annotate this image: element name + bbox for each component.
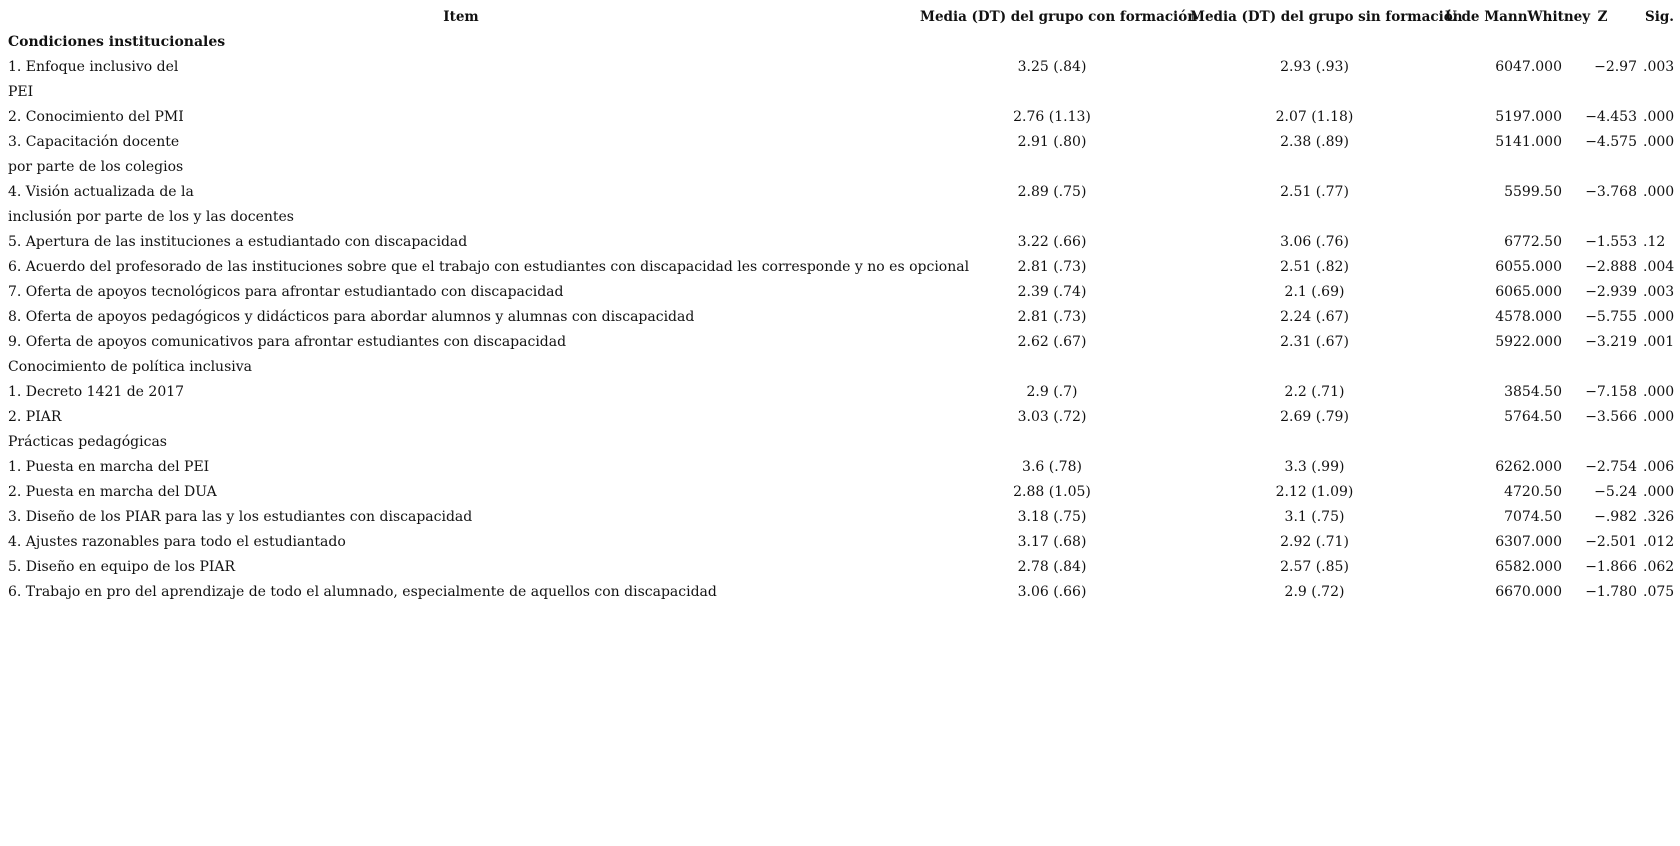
header-mean-without-training: Media (DT) del grupo sin formación xyxy=(1190,9,1463,25)
cell-mann-whitney-u: 6065.000 xyxy=(1495,284,1562,300)
cell-mann-whitney-u: 5764.50 xyxy=(1504,409,1562,425)
cell-mean-with-training xyxy=(917,205,1187,230)
cell-mann-whitney-u: 5141.000 xyxy=(1495,134,1562,150)
header-row xyxy=(5,5,1679,30)
cell-mean-without-training: 2.57 (.85) xyxy=(1280,559,1349,575)
cell-sig: .000 xyxy=(1643,184,1675,200)
cell-mean-with-training xyxy=(917,155,1187,180)
cell-item: 2. PIAR xyxy=(8,409,62,425)
cell-z: −4.575 xyxy=(1585,134,1637,150)
cell-mean-without-training: 2.69 (.79) xyxy=(1280,409,1349,425)
cell-sig xyxy=(1640,155,1679,180)
cell-mean-without-training: 2.12 (1.09) xyxy=(1275,484,1354,500)
cell-item: 4. Visión actualizada de la xyxy=(8,184,194,200)
table-row xyxy=(5,380,1679,405)
cell-item: Conocimiento de política inclusiva xyxy=(8,359,252,375)
cell-mean-with-training: 2.9 (.7) xyxy=(1026,384,1078,400)
cell-mann-whitney-u: 4578.000 xyxy=(1495,309,1562,325)
cell-mean-with-training: 2.78 (.84) xyxy=(1017,559,1087,575)
cell-mann-whitney-u: 6055.000 xyxy=(1495,259,1562,275)
cell-item: 3. Diseño de los PIAR para las y los estudiantes con discapacidad xyxy=(8,509,473,525)
header-z: Z xyxy=(1597,9,1608,25)
cell-mean-with-training: 2.88 (1.05) xyxy=(1013,484,1091,500)
header-sig: Sig. xyxy=(1644,9,1675,25)
cell-sig: .003 xyxy=(1643,284,1675,300)
cell-mann-whitney-u: 6582.000 xyxy=(1495,559,1562,575)
cell-z: −3.768 xyxy=(1585,184,1637,200)
cell-mean-with-training xyxy=(917,355,1187,380)
table-body xyxy=(5,30,1679,605)
cell-item: por parte de los colegios xyxy=(8,159,184,175)
cell-z: −3.566 xyxy=(1585,409,1637,425)
cell-mann-whitney-u: 3854.50 xyxy=(1504,384,1562,400)
cell-mean-without-training xyxy=(1187,155,1442,180)
cell-item: 1. Decreto 1421 de 2017 xyxy=(8,384,185,400)
cell-sig xyxy=(1640,30,1679,55)
cell-sig xyxy=(1640,80,1679,105)
cell-mean-without-training: 2.51 (.82) xyxy=(1280,259,1349,275)
cell-z: −2.97 xyxy=(1594,59,1637,75)
cell-mann-whitney-u: 6047.000 xyxy=(1495,59,1562,75)
cell-item: 1. Enfoque inclusivo del xyxy=(8,59,179,75)
cell-item: Condiciones institucionales xyxy=(8,34,226,50)
cell-item: 6. Acuerdo del profesorado de las instituciones sobre que el trabajo con estudiantes con discapacidad les corresponde y no es opcional xyxy=(8,259,970,275)
cell-sig xyxy=(1640,355,1679,380)
cell-mean-with-training: 3.06 (.66) xyxy=(1017,584,1087,600)
cell-item: 6. Trabajo en pro del aprendizaje de todo el alumnado, especialmente de aquellos con discapacidad xyxy=(8,584,717,600)
cell-item: Prácticas pedagógicas xyxy=(8,434,167,450)
cell-mann-whitney-u: 6772.50 xyxy=(1504,234,1562,250)
cell-mean-without-training: 3.06 (.76) xyxy=(1280,234,1349,250)
cell-mean-with-training: 2.76 (1.13) xyxy=(1013,109,1091,125)
cell-z xyxy=(1565,80,1640,105)
table-row xyxy=(5,255,1679,280)
cell-mean-with-training: 3.03 (.72) xyxy=(1017,409,1087,425)
cell-z: −7.158 xyxy=(1585,384,1637,400)
cell-mann-whitney-u xyxy=(1442,430,1565,455)
cell-item: inclusión por parte de los y las docentes xyxy=(8,209,294,225)
cell-mean-without-training: 2.2 (.71) xyxy=(1284,384,1345,400)
table-row xyxy=(5,330,1679,355)
cell-item: 1. Puesta en marcha del PEI xyxy=(8,459,210,475)
cell-sig: .075 xyxy=(1643,584,1675,600)
cell-mean-without-training: 2.1 (.69) xyxy=(1284,284,1345,300)
table-row xyxy=(5,305,1679,330)
cell-mean-with-training: 2.91 (.80) xyxy=(1017,134,1087,150)
cell-mann-whitney-u: 5922.000 xyxy=(1495,334,1562,350)
cell-mann-whitney-u: 4720.50 xyxy=(1504,484,1562,500)
cell-z: −2.754 xyxy=(1585,459,1637,475)
cell-mann-whitney-u: 5599.50 xyxy=(1504,184,1562,200)
cell-z: −5.24 xyxy=(1594,484,1637,500)
cell-mean-with-training: 3.18 (.75) xyxy=(1017,509,1087,525)
cell-z: −3.219 xyxy=(1585,334,1637,350)
cell-z: −1.553 xyxy=(1585,234,1637,250)
continuation-row xyxy=(5,205,1679,230)
cell-z: −2.939 xyxy=(1585,284,1637,300)
cell-z: −1.866 xyxy=(1585,559,1637,575)
continuation-row xyxy=(5,80,1679,105)
cell-mean-without-training: 2.9 (.72) xyxy=(1284,584,1345,600)
cell-item: 3. Capacitación docente xyxy=(8,134,180,150)
cell-z: −5.755 xyxy=(1585,309,1637,325)
header-mean-with-training: Media (DT) del grupo con formación xyxy=(920,9,1198,25)
cell-mean-without-training: 3.3 (.99) xyxy=(1284,459,1345,475)
cell-item: 5. Diseño en equipo de los PIAR xyxy=(8,559,236,575)
cell-z: −.982 xyxy=(1594,509,1637,525)
cell-sig: .326 xyxy=(1643,509,1675,525)
cell-mean-with-training xyxy=(917,80,1187,105)
section-row xyxy=(5,30,1679,55)
cell-mean-with-training: 3.25 (.84) xyxy=(1017,59,1087,75)
cell-sig xyxy=(1640,205,1679,230)
cell-mean-without-training: 3.1 (.75) xyxy=(1284,509,1345,525)
cell-mean-without-training xyxy=(1187,205,1442,230)
cell-z xyxy=(1565,430,1640,455)
section-row xyxy=(5,355,1679,380)
cell-mann-whitney-u xyxy=(1442,155,1565,180)
cell-mean-without-training xyxy=(1187,80,1442,105)
header-mann-whitney-u: U de MannWhitney xyxy=(1445,9,1591,25)
table-row xyxy=(5,555,1679,580)
table-row xyxy=(5,580,1679,605)
continuation-row xyxy=(5,155,1679,180)
cell-z xyxy=(1565,355,1640,380)
cell-item: 2. Puesta en marcha del DUA xyxy=(8,484,217,500)
cell-mean-with-training xyxy=(917,430,1187,455)
table-row xyxy=(5,230,1679,255)
cell-mean-with-training: 3.22 (.66) xyxy=(1017,234,1087,250)
cell-sig: .003 xyxy=(1643,59,1675,75)
table-row xyxy=(5,55,1679,80)
table-row xyxy=(5,130,1679,155)
cell-item: PEI xyxy=(8,84,34,100)
cell-mean-without-training xyxy=(1187,30,1442,55)
table-row xyxy=(5,105,1679,130)
cell-mann-whitney-u: 6307.000 xyxy=(1495,534,1562,550)
cell-mean-without-training: 2.38 (.89) xyxy=(1280,134,1349,150)
cell-sig: .012 xyxy=(1643,534,1675,550)
cell-mann-whitney-u: 6262.000 xyxy=(1495,459,1562,475)
cell-sig: .000 xyxy=(1643,309,1675,325)
cell-mann-whitney-u xyxy=(1442,30,1565,55)
section-row xyxy=(5,430,1679,455)
cell-sig: .12 xyxy=(1643,234,1666,250)
cell-mean-without-training: 2.07 (1.18) xyxy=(1275,109,1354,125)
cell-sig: .000 xyxy=(1643,134,1675,150)
cell-mean-without-training: 2.93 (.93) xyxy=(1280,59,1349,75)
table-row xyxy=(5,480,1679,505)
cell-z: −1.780 xyxy=(1585,584,1637,600)
table-row xyxy=(5,280,1679,305)
cell-z: −2.501 xyxy=(1585,534,1637,550)
cell-mann-whitney-u: 5197.000 xyxy=(1495,109,1562,125)
cell-mean-with-training: 2.81 (.73) xyxy=(1017,259,1087,275)
cell-sig: .004 xyxy=(1643,259,1675,275)
cell-mean-without-training: 2.24 (.67) xyxy=(1280,309,1349,325)
cell-mean-with-training: 2.39 (.74) xyxy=(1017,284,1087,300)
cell-mean-with-training xyxy=(917,30,1187,55)
cell-sig: .001 xyxy=(1643,334,1675,350)
cell-sig: .000 xyxy=(1643,109,1675,125)
cell-mann-whitney-u: 6670.000 xyxy=(1495,584,1562,600)
cell-mean-without-training: 2.92 (.71) xyxy=(1280,534,1349,550)
cell-mean-with-training: 2.89 (.75) xyxy=(1017,184,1087,200)
cell-sig: .006 xyxy=(1643,459,1675,475)
cell-item: 7. Oferta de apoyos tecnológicos para afrontar estudiantado con discapacidad xyxy=(8,284,564,300)
cell-z xyxy=(1565,205,1640,230)
cell-z: −4.453 xyxy=(1585,109,1637,125)
results-table xyxy=(5,5,1679,605)
cell-item: 4. Ajustes razonables para todo el estudiantado xyxy=(8,534,346,550)
cell-z xyxy=(1565,30,1640,55)
cell-mean-with-training: 3.6 (.78) xyxy=(1022,459,1082,475)
cell-mean-without-training: 2.31 (.67) xyxy=(1280,334,1349,350)
table-row xyxy=(5,180,1679,205)
cell-mean-without-training xyxy=(1187,430,1442,455)
cell-item: 5. Apertura de las instituciones a estudiantado con discapacidad xyxy=(8,234,468,250)
cell-sig: .000 xyxy=(1643,384,1675,400)
table-row xyxy=(5,455,1679,480)
cell-mann-whitney-u xyxy=(1442,205,1565,230)
table-row xyxy=(5,530,1679,555)
cell-sig: .000 xyxy=(1643,484,1675,500)
cell-mean-without-training: 2.51 (.77) xyxy=(1280,184,1349,200)
cell-z xyxy=(1565,155,1640,180)
header-item: Item xyxy=(443,9,479,25)
cell-item: 8. Oferta de apoyos pedagógicos y didácticos para abordar alumnos y alumnas con discapacidad xyxy=(8,309,695,325)
cell-item: 9. Oferta de apoyos comunicativos para afrontar estudiantes con discapacidad xyxy=(8,334,567,350)
cell-mann-whitney-u xyxy=(1442,80,1565,105)
cell-mean-with-training: 3.17 (.68) xyxy=(1017,534,1087,550)
cell-mean-with-training: 2.81 (.73) xyxy=(1017,309,1087,325)
cell-z: −2.888 xyxy=(1585,259,1637,275)
cell-mann-whitney-u xyxy=(1442,355,1565,380)
cell-sig xyxy=(1640,430,1679,455)
table-row xyxy=(5,505,1679,530)
table-row xyxy=(5,405,1679,430)
cell-mean-without-training xyxy=(1187,355,1442,380)
cell-item: 2. Conocimiento del PMI xyxy=(8,109,184,125)
cell-mann-whitney-u: 7074.50 xyxy=(1504,509,1562,525)
cell-sig: .062 xyxy=(1643,559,1675,575)
cell-sig: .000 xyxy=(1643,409,1675,425)
cell-mean-with-training: 2.62 (.67) xyxy=(1017,334,1087,350)
